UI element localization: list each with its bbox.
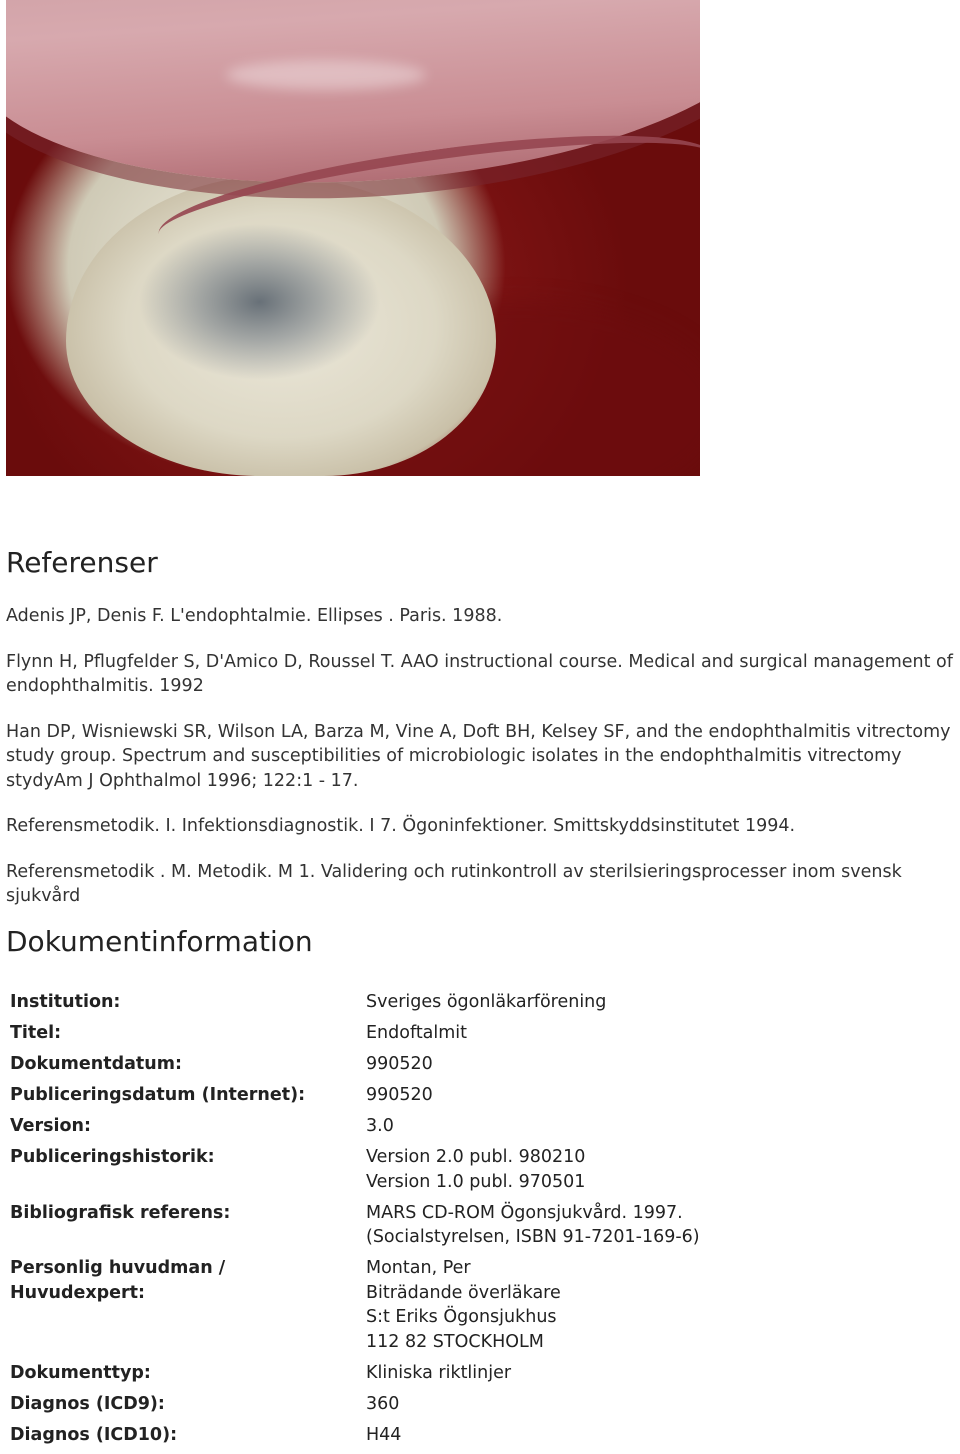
- docinfo-label: Dokumenttyp:: [10, 1362, 151, 1383]
- docinfo-value-line: 990520: [366, 1054, 433, 1074]
- docinfo-value: [366, 1114, 394, 1139]
- reference-item: Referensmetodik . M. Metodik. M 1. Validering och rutinkontroll av sterilsieringsprocesser inom svensk sjukvård: [6, 861, 902, 906]
- docinfo-row: [10, 1256, 950, 1354]
- docinfo-value-line: H44: [366, 1424, 402, 1445]
- docinfo-label: Personlig huvudman / Huvudexpert:: [10, 1258, 226, 1303]
- docinfo-row: [10, 1052, 950, 1077]
- eye-photo: [6, 0, 700, 476]
- docinfo-table: [10, 990, 950, 1454]
- docinfo-value-line: Version 1.0 publ. 970501: [366, 1171, 586, 1192]
- docinfo-value-line: Version 2.0 publ. 980210: [366, 1147, 586, 1167]
- docinfo-label: Titel:: [10, 1023, 62, 1043]
- reference-item: Referensmetodik. I. Infektionsdiagnostik. I 7. Ögoninfektioner. Smittskyddsinstitutet 1994.: [6, 816, 796, 836]
- docinfo-row: [10, 1361, 950, 1386]
- docinfo-value: [366, 990, 606, 1015]
- reference-item: Flynn H, Pflugfelder S, D'Amico D, Roussel T. AAO instructional course. Medical and surgical management of endophthalmitis. 1992: [6, 651, 953, 696]
- docinfo-label: Bibliografisk referens:: [10, 1202, 231, 1223]
- docinfo-value: [366, 1052, 433, 1077]
- docinfo-value: [366, 1361, 511, 1386]
- docinfo-label: Publiceringshistorik:: [10, 1147, 215, 1167]
- docinfo-value-line: Sveriges ögonläkarförening: [366, 992, 607, 1012]
- docinfo-value: [366, 1145, 585, 1194]
- docinfo-value-line: Kliniska riktlinjer: [366, 1362, 512, 1383]
- docinfo-label: Version:: [10, 1116, 91, 1136]
- docinfo-value: [366, 1423, 401, 1448]
- docinfo-value-line: 990520: [366, 1085, 433, 1105]
- docinfo-value: [366, 1256, 561, 1354]
- reference-item: Adenis JP, Denis F. L'endophtalmie. Ellipses . Paris. 1988.: [6, 606, 503, 626]
- docinfo-value-line: 3.0: [366, 1116, 394, 1136]
- docinfo-heading: Dokumentinformation: [6, 925, 313, 958]
- docinfo-value: [366, 1083, 433, 1108]
- reference-item: Han DP, Wisniewski SR, Wilson LA, Barza M, Vine A, Doft BH, Kelsey SF, and the endophthalmitis vitrectomy study group. Spectrum and susceptibilities of microbiologic isolates in the endophthalmitis vitrectomy stydyAm J Ophthalmol 1996; 122:1 - 17.: [6, 721, 951, 791]
- docinfo-row: [10, 1392, 950, 1417]
- docinfo-label: Dokumentdatum:: [10, 1054, 182, 1074]
- docinfo-value: [366, 1392, 399, 1417]
- docinfo-label: Diagnos (ICD9):: [10, 1393, 165, 1414]
- docinfo-row: [10, 1021, 950, 1046]
- docinfo-label: Institution:: [10, 992, 121, 1012]
- docinfo-value-line: (Socialstyrelsen, ISBN 91-7201-169-6): [366, 1227, 700, 1247]
- references-list: [6, 604, 954, 930]
- docinfo-value: [366, 1021, 467, 1046]
- docinfo-label: Diagnos (ICD10):: [10, 1424, 178, 1445]
- docinfo-value: [366, 1201, 700, 1250]
- docinfo-value-line: MARS CD-ROM Ögonsjukvård. 1997.: [366, 1202, 683, 1223]
- docinfo-value-line: Endoftalmit: [366, 1023, 468, 1043]
- docinfo-value-line: 360: [366, 1393, 400, 1414]
- docinfo-row: [10, 1423, 950, 1448]
- docinfo-value-line: S:t Eriks Ögonsjukhus: [366, 1307, 557, 1327]
- docinfo-row: [10, 1145, 950, 1194]
- docinfo-row: [10, 1083, 950, 1108]
- photo-sheen: [226, 60, 426, 90]
- docinfo-row: [10, 990, 950, 1015]
- docinfo-value-line: Biträdande överläkare: [366, 1282, 561, 1303]
- docinfo-value-line: Montan, Per: [366, 1258, 471, 1278]
- references-heading: Referenser: [6, 546, 158, 579]
- docinfo-value-line: 112 82 STOCKHOLM: [366, 1331, 544, 1352]
- docinfo-label: Publiceringsdatum (Internet):: [10, 1085, 306, 1105]
- docinfo-row: [10, 1114, 950, 1139]
- docinfo-row: [10, 1201, 950, 1250]
